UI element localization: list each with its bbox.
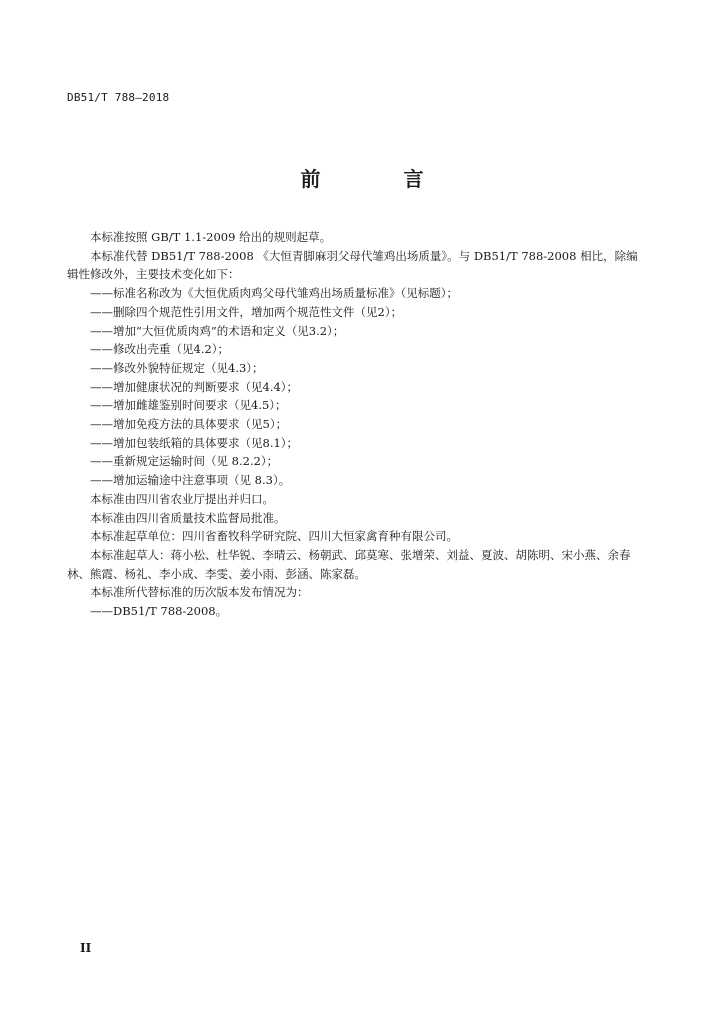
change-item: ——增加运输途中注意事项（见 8.3）。 [90, 473, 291, 488]
intro-paragraph: 本标准代替 DB51/T 788-2008 《大恒青脚麻羽父母代雏鸡出场质量》。与 DB51/T 788-2008 相比，除编辑性修改外，主要技术变化如下： [67, 248, 638, 282]
foreword-body [67, 228, 639, 621]
approval-statement: 本标准由四川省质量技术监督局批准。 [90, 510, 286, 525]
change-item: ——重新规定运输时间（见 8.2.2）； [90, 454, 279, 469]
change-item: ——标准名称改为《大恒优质肉鸡父母代雏鸡出场质量标准》（见标题）； [90, 286, 458, 301]
change-item: ——删除四个规范性引用文件，增加两个规范性文件（见2）； [90, 304, 403, 319]
drafting-units: 本标准起草单位：四川省畜牧科学研究院、四川大恒家禽育种有限公司。 [90, 529, 458, 544]
change-item: ——增加雌雄鉴别时间要求（见4.5）； [90, 398, 287, 413]
history-intro: 本标准所代替标准的历次版本发布情况为： [90, 585, 309, 600]
drafters: 本标准起草人：蒋小松、杜华锐、李晴云、杨朝武、邱莫寒、张增荣、刘益、夏波、胡陈明、宋小燕、余春林、熊霞、杨礼、李小成、李雯、姜小雨、彭涵、陈家磊。 [67, 547, 631, 581]
page-number: II [80, 941, 92, 955]
proposal-statement: 本标准由四川省农业厅提出并归口。 [90, 491, 274, 506]
intro-paragraph: 本标准按照 GB/T 1.1-2009 给出的规则起草。 [90, 230, 332, 244]
change-item: ——增加健康状况的判断要求（见4.4）； [90, 379, 299, 394]
change-item: ——修改外貌特征规定（见4.3）； [90, 360, 264, 375]
change-item: ——增加包装纸箱的具体要求（见8.1）； [90, 435, 299, 450]
history-item: ——DB51/T 788-2008。 [90, 604, 228, 619]
change-item: ——修改出壳重（见4.2）； [90, 342, 230, 357]
change-item: ——增加“大恒优质肉鸡”的术语和定义（见3.2）； [90, 323, 345, 338]
change-item: ——增加免疫方法的具体要求（见5）； [90, 417, 288, 432]
document-number: DB51/T 788—2018 [67, 91, 170, 104]
page-title: 前 言 [300, 167, 462, 191]
